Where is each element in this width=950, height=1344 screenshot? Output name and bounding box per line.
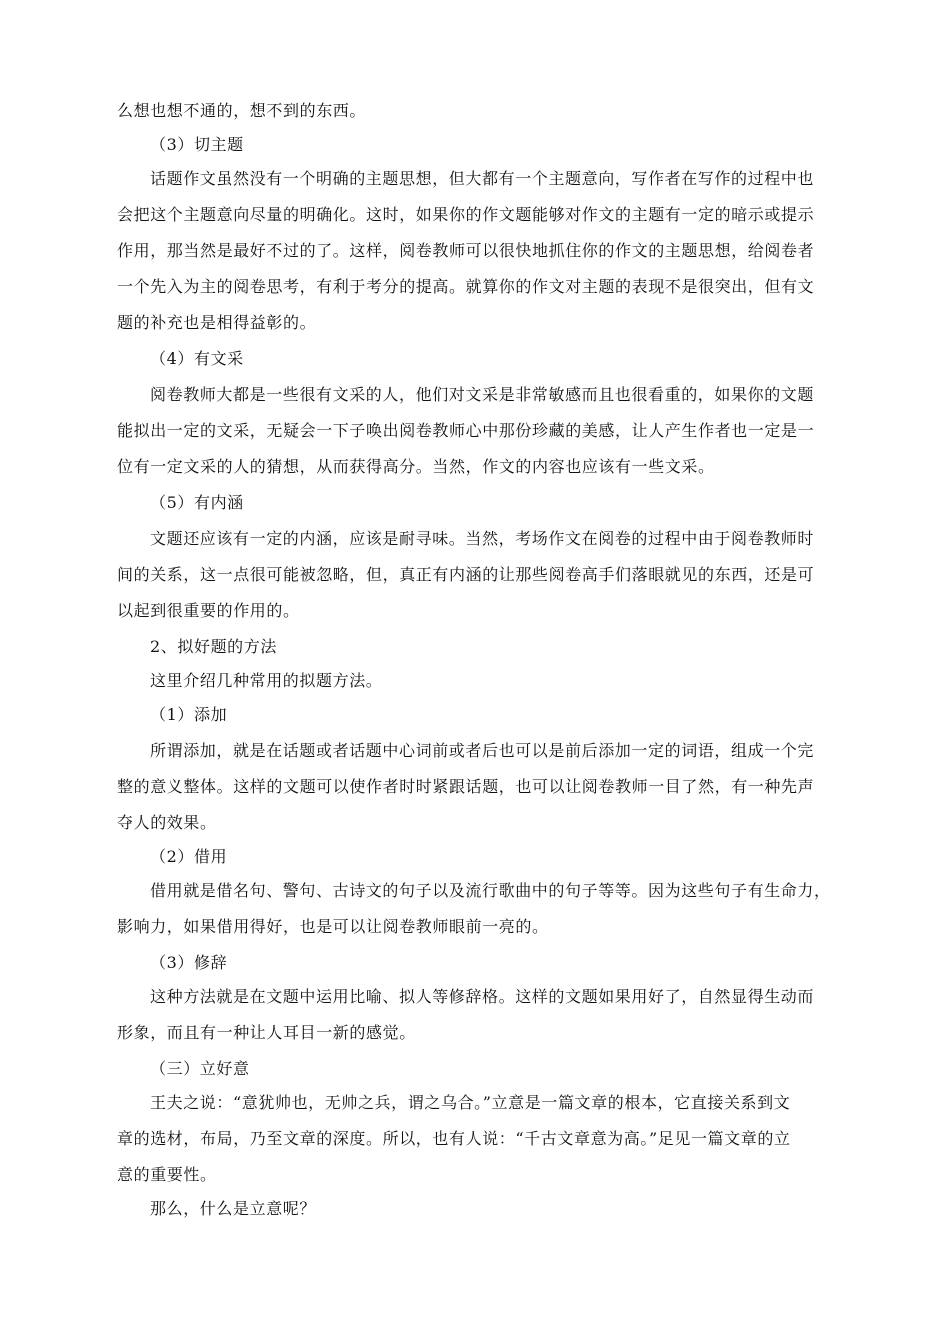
paragraph-line: 文题还应该有一定的内涵，应该是耐寻味。当然，考场作文在阅卷的过程中由于阅卷教师时 xyxy=(150,529,815,548)
paragraph-line: 间的关系，这一点很可能被忽略，但，真正有内涵的让那些阅卷高手们落眼就见的东西，还是可 xyxy=(117,565,815,584)
paragraph-line: 影响力，如果借用得好，也是可以让阅卷教师眼前一亮的。 xyxy=(117,917,549,936)
section-heading: （三）立好意 xyxy=(150,1059,250,1078)
paragraph-line: 所谓添加，就是在话题或者话题中心词前或者后也可以是前后添加一定的词语，组成一个完 xyxy=(150,741,815,760)
paragraph-line: 一个先入为主的阅卷思考，有利于考分的提高。就算你的作文对主题的表现不是很突出，但有文 xyxy=(117,277,815,296)
subheading: （5）有内涵 xyxy=(150,493,244,512)
paragraph-line: 整的意义整体。这样的文题可以使作者时时紧跟话题，也可以让阅卷教师一目了然，有一种先声 xyxy=(117,777,815,796)
section-heading: 2、拟好题的方法 xyxy=(150,637,277,656)
subheading: （3）切主题 xyxy=(150,135,244,154)
paragraph-line: 会把这个主题意向尽量的明确化。这时，如果你的作文题能够对作文的主题有一定的暗示或提示 xyxy=(117,205,815,224)
paragraph-line: 位有一定文采的人的猜想，从而获得高分。当然，作文的内容也应该有一些文采。 xyxy=(117,457,715,476)
paragraph-line: 题的补充也是相得益彰的。 xyxy=(117,313,317,332)
subheading: （2）借用 xyxy=(150,847,228,866)
subheading: （1）添加 xyxy=(150,705,228,724)
paragraph-line: 意的重要性。 xyxy=(117,1165,217,1184)
paragraph-line: 作用，那当然是最好不过的了。这样，阅卷教师可以很快地抓住你的作文的主题思想，给阅卷者 xyxy=(117,241,815,260)
paragraph-line: 章的选材，布局，乃至文章的深度。所以，也有人说：“千古文章意为高。”足见一篇文章的立 xyxy=(117,1129,791,1148)
paragraph-line: 形象，而且有一种让人耳目一新的感觉。 xyxy=(117,1023,416,1042)
subheading: （4）有文采 xyxy=(150,349,244,368)
paragraph-line: 借用就是借名句、警句、古诗文的句子以及流行歌曲中的句子等等。因为这些句子有生命力， xyxy=(150,881,831,900)
paragraph-line: 这种方法就是在文题中运用比喻、拟人等修辞格。这样的文题如果用好了，自然显得生动而 xyxy=(150,987,815,1006)
paragraph-line: 能拟出一定的文采，无疑会一下子唤出阅卷教师心中那份珍藏的美感，让人产生作者也一定是一 xyxy=(117,421,815,440)
paragraph-line: 那么，什么是立意呢？ xyxy=(150,1199,317,1218)
paragraph-line: 么想也想不通的，想不到的东西。 xyxy=(117,101,367,120)
paragraph-line: 夺人的效果。 xyxy=(117,813,217,832)
paragraph-line: 以起到很重要的作用的。 xyxy=(117,601,300,620)
paragraph-line: 阅卷教师大都是一些很有文采的人，他们对文采是非常敏感而且也很看重的，如果你的文题 xyxy=(150,385,815,404)
subheading: （3）修辞 xyxy=(150,953,228,972)
paragraph-line: 这里介绍几种常用的拟题方法。 xyxy=(150,671,383,690)
paragraph-line: 王夫之说：“意犹帅也，无帅之兵，谓之乌合。”立意是一篇文章的根本，它直接关系到文 xyxy=(150,1093,791,1112)
paragraph-line: 话题作文虽然没有一个明确的主题思想，但大都有一个主题意向，写作者在写作的过程中也 xyxy=(150,169,815,188)
